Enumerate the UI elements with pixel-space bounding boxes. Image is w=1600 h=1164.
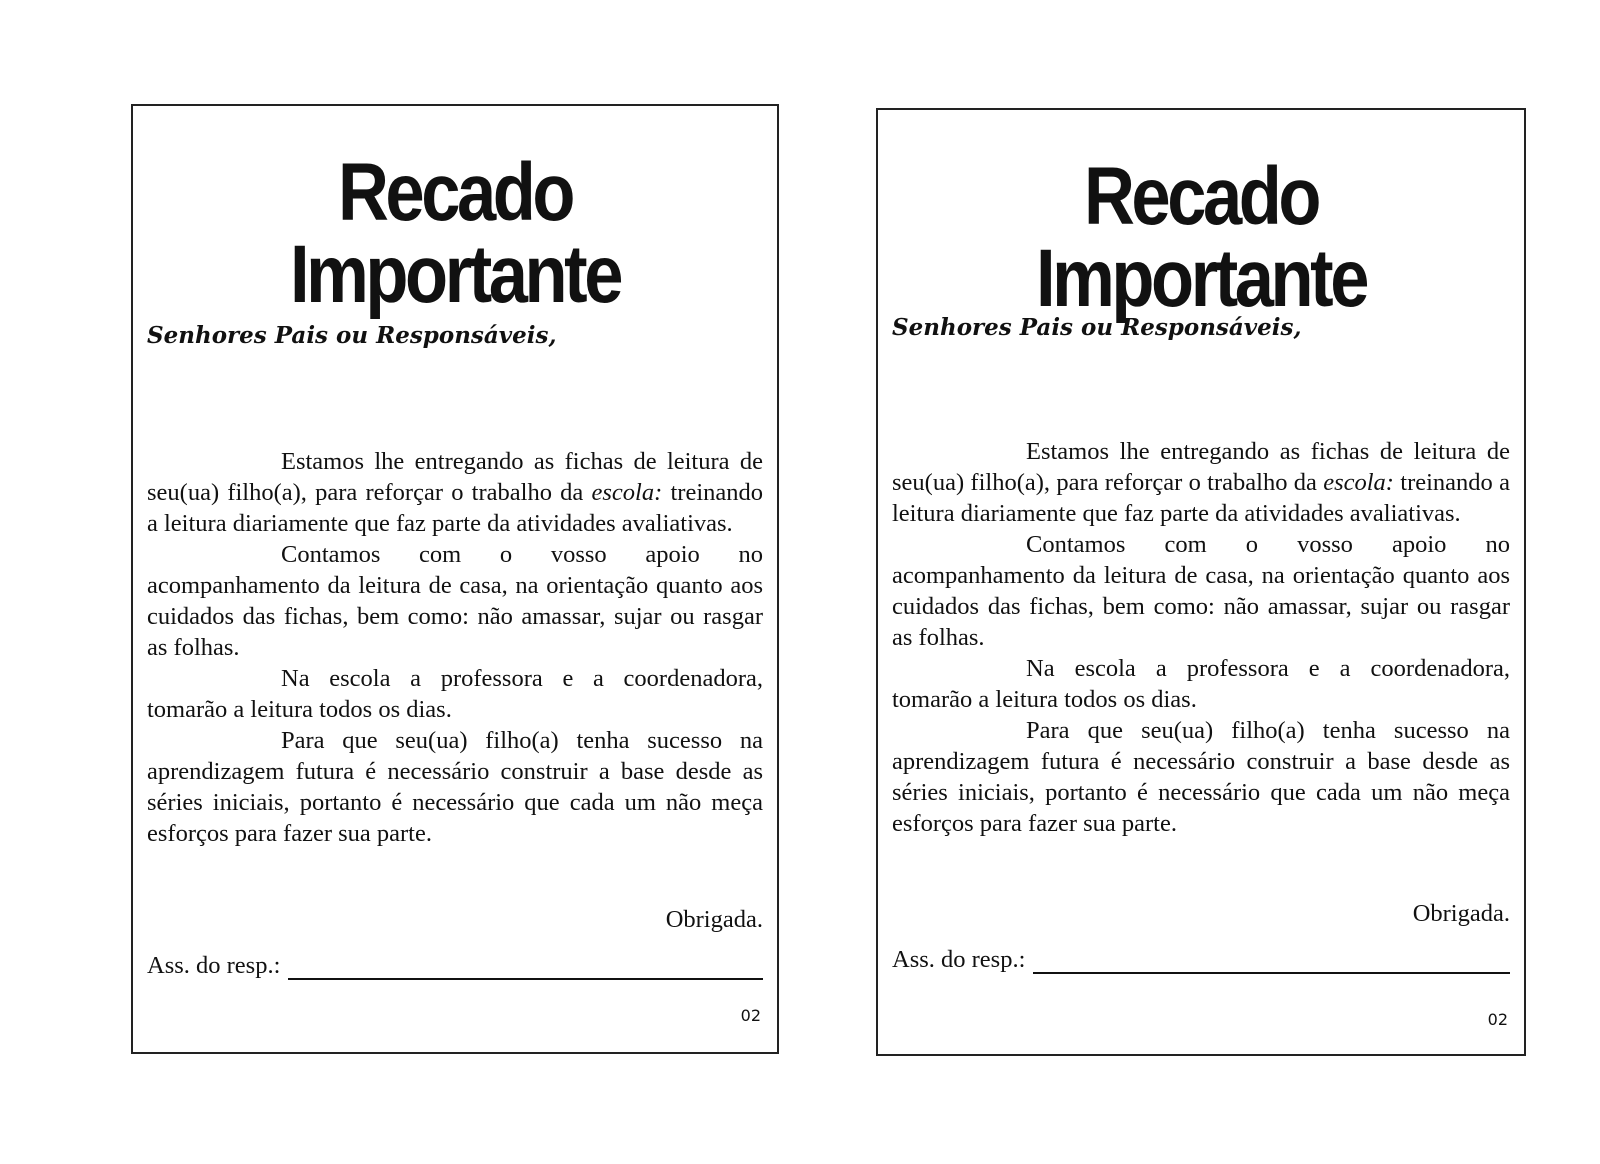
paragraph-1-end: treinando a leitura diariamente que faz parte da atividades avaliativas. xyxy=(892,469,1510,527)
paragraph-1-italic: escola: xyxy=(1323,469,1394,496)
paragraph-1-end: treinando a leitura diariamente que faz parte da atividades avaliativas. xyxy=(147,479,764,537)
paragraph-1-start: Estamos lhe entregando as fichas de leitura de seu(ua) filho(a), para reforçar o trabalho da xyxy=(892,438,1510,496)
notice-card-right xyxy=(876,108,1526,1056)
closing-thanks: Obrigada. xyxy=(665,906,763,933)
signature-label: Ass. do resp.: xyxy=(892,946,1026,973)
signature-line xyxy=(1033,950,1510,974)
notice-greeting: Senhores Pais ou Responsáveis, xyxy=(892,314,1302,341)
paragraph-1-italic: escola: xyxy=(591,479,663,506)
paragraph-1-start: Estamos lhe entregando as fichas de leitura de seu(ua) filho(a), para reforçar o trabalho da xyxy=(147,448,763,506)
signature-line xyxy=(288,956,763,980)
closing-thanks: Obrigada. xyxy=(1412,900,1510,927)
paragraph-4: Para que seu(ua) filho(a) tenha sucesso na aprendizagem futura é necessário construir a base desde as séries iniciais, portanto é necessário que cada um não meça esforços para fazer sua parte. xyxy=(147,727,763,847)
notice-title: Recado Importante xyxy=(290,147,620,320)
notice-body xyxy=(147,446,763,849)
notice-card-left xyxy=(131,104,779,1054)
page-number: 02 xyxy=(1487,1010,1508,1029)
paragraph-2: Contamos com o vosso apoio no acompanhamento da leitura de casa, na orientação quanto aos cuidados das fichas, bem como: não amassar, sujar ou rasgar as folhas. xyxy=(147,541,763,661)
paragraph-3: Na escola a professora e a coordenadora, tomarão a leitura todos os dias. xyxy=(892,655,1510,713)
paragraph-4: Para que seu(ua) filho(a) tenha sucesso na aprendizagem futura é necessário construir a base desde as séries iniciais, portanto é necessário que cada um não meça esforços para fazer sua parte. xyxy=(892,717,1510,837)
paragraph-1 xyxy=(892,436,1510,529)
paragraph-3: Na escola a professora e a coordenadora, tomarão a leitura todos os dias. xyxy=(147,665,763,723)
notice-title: Recado Importante xyxy=(1036,151,1366,324)
signature-label: Ass. do resp.: xyxy=(147,952,281,979)
signature-row xyxy=(147,952,763,980)
notice-body xyxy=(892,436,1510,839)
paragraph-2: Contamos com o vosso apoio no acompanhamento da leitura de casa, na orientação quanto aos cuidados das fichas, bem como: não amassar, sujar ou rasgar as folhas. xyxy=(892,531,1510,651)
page-number: 02 xyxy=(740,1006,761,1025)
paragraph-1 xyxy=(147,446,763,539)
notice-greeting: Senhores Pais ou Responsáveis, xyxy=(147,322,557,349)
signature-row xyxy=(892,946,1510,974)
